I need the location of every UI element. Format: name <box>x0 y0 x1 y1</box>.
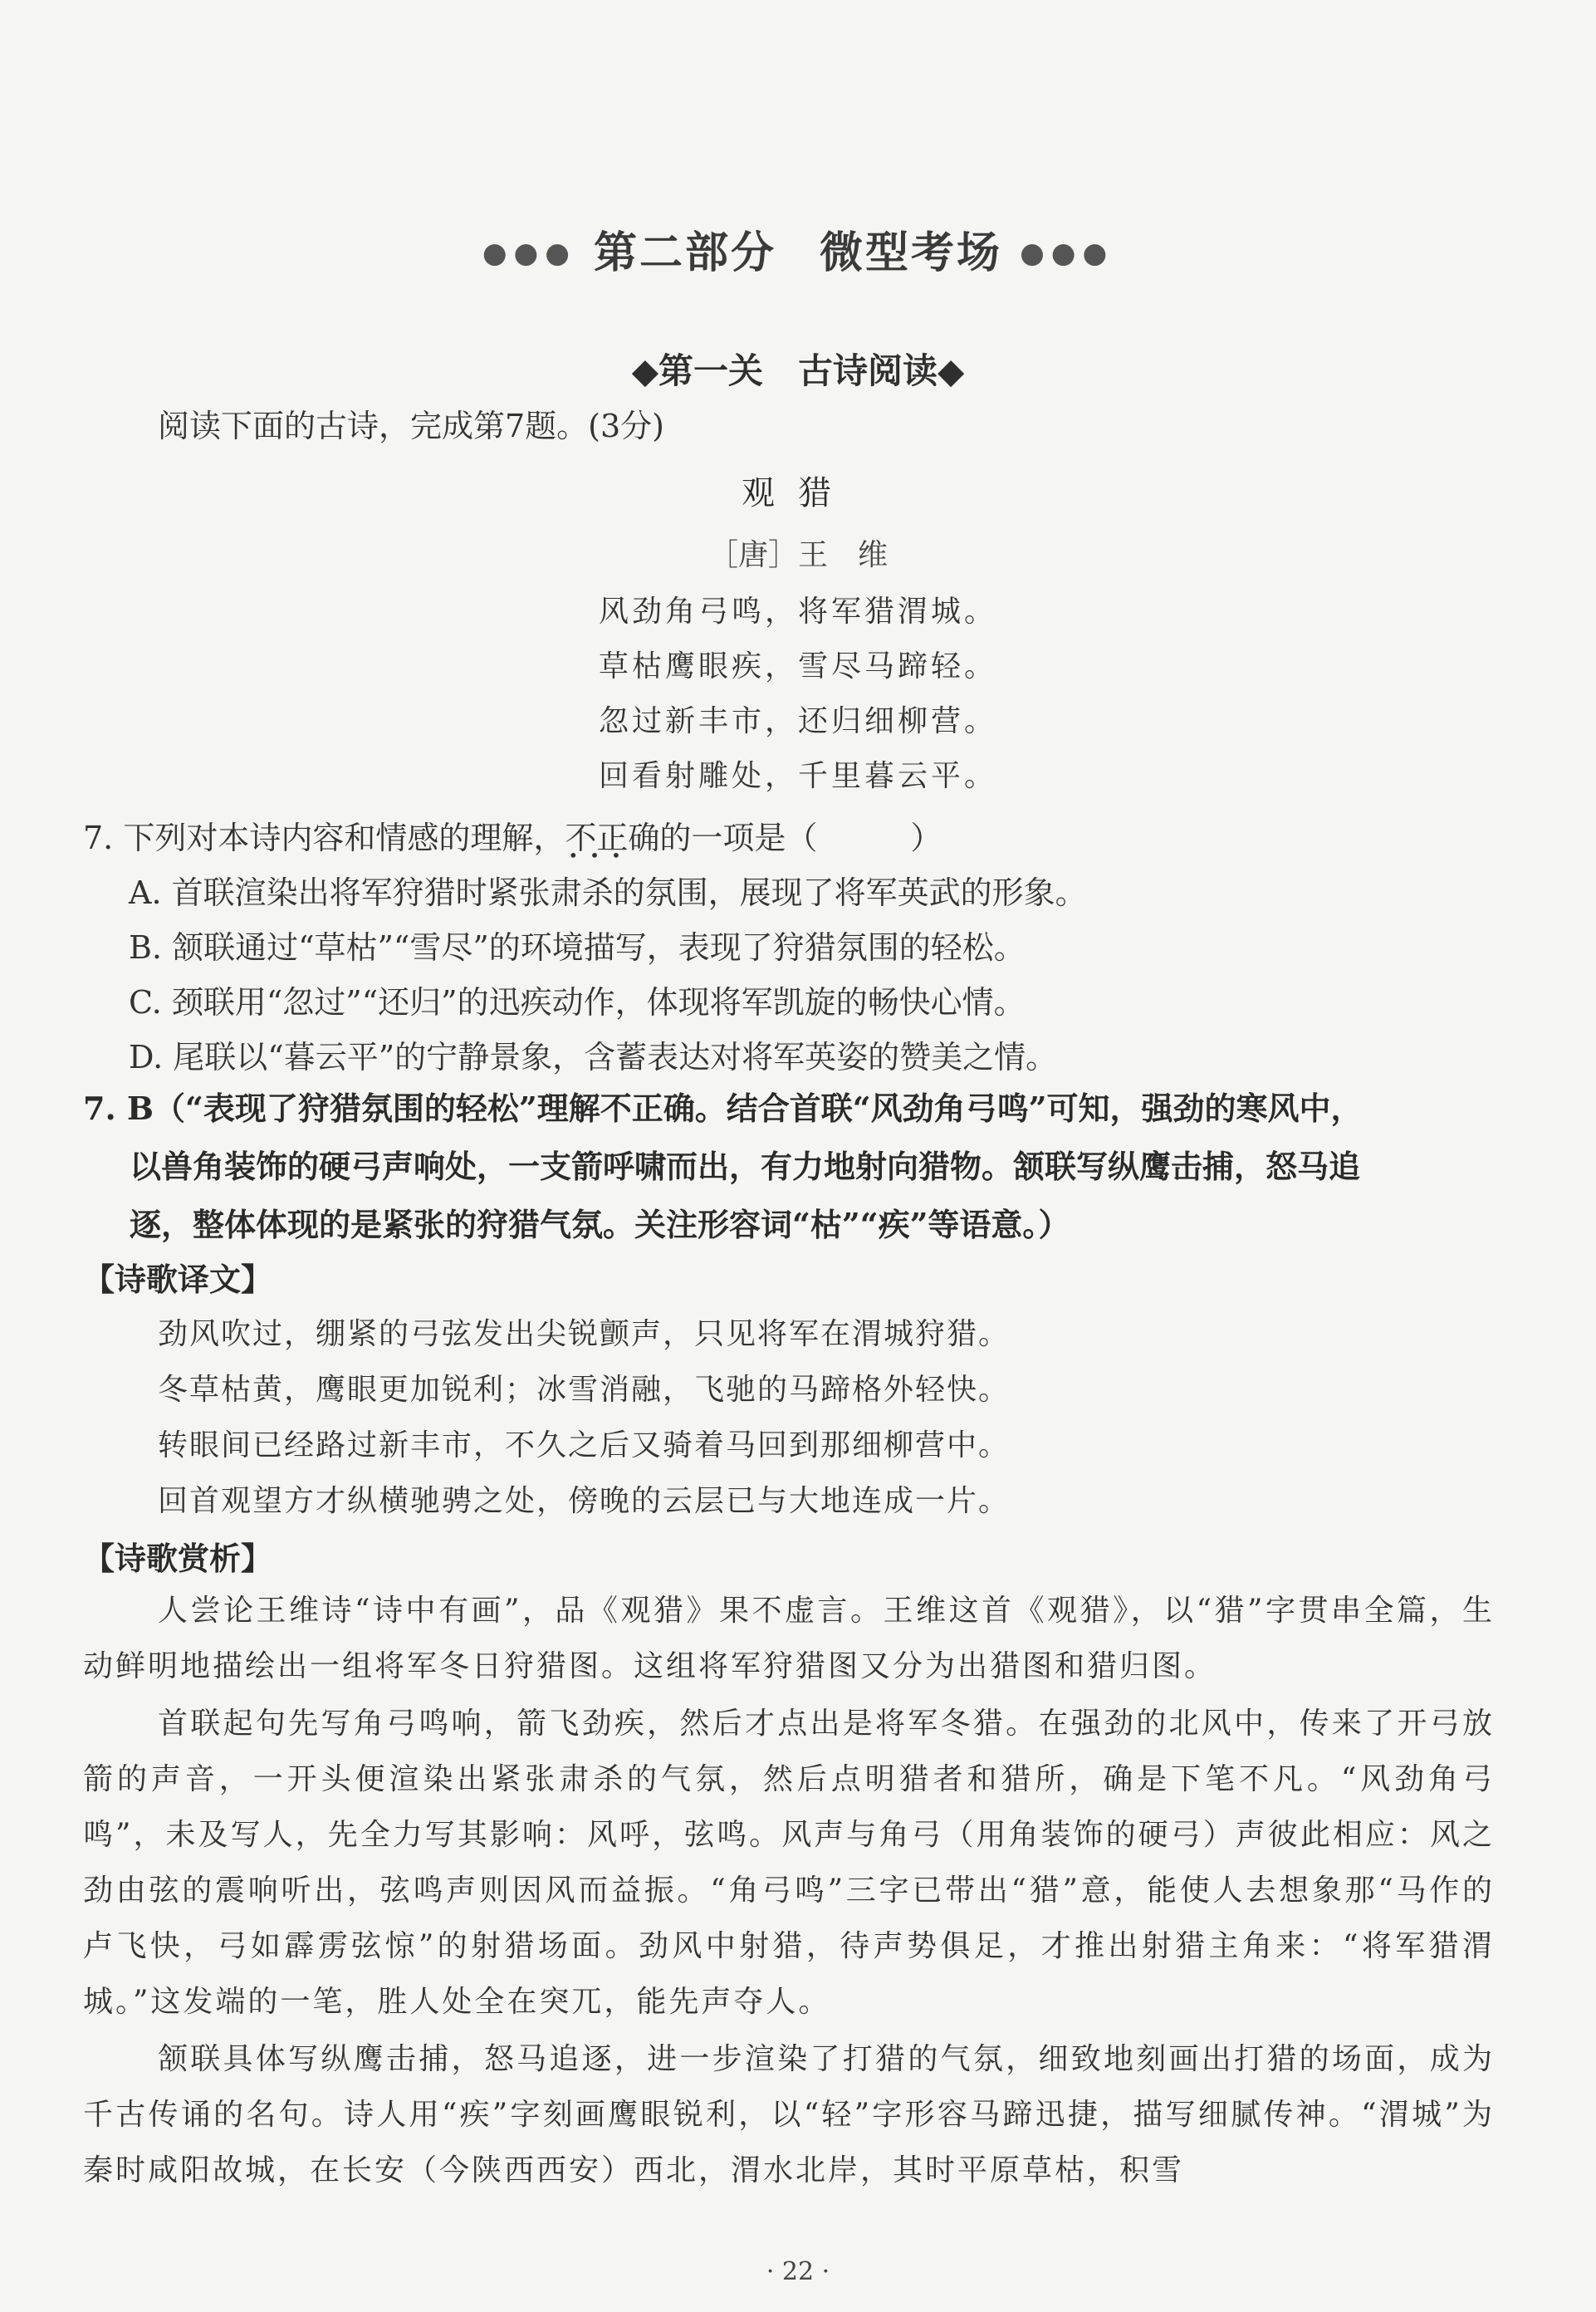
answer-line: 逐，整体体现的是紧张的狩猎气氛。关注形容词“枯”“疾”等语意。） <box>130 1206 1070 1243</box>
section-title: ◆第一关 古诗阅读◆ <box>631 350 965 391</box>
option-c: C. 颈联用“忽过”“还归”的迅疾动作，体现将军凯旋的畅快心情。 <box>129 984 1026 1021</box>
part-dots-right: ●●● <box>1020 237 1114 270</box>
answer-explanation <box>83 1080 1495 1254</box>
question-stem-text: 7. 下列对本诗内容和情感的理解， <box>83 820 565 856</box>
appreciation-paragraph: 首联起句先写角弓鸣响，箭飞劲疾，然后才点出是将军冬猎。在强劲的北风中，传来了开弓放箭的声音，一开头便渲染出紧张肃杀的气氛，然后点明猎者和猎所，确是下笔不凡。“风劲角弓鸣”，未及写人，先全力写其影响：风呼，弦鸣。风声与角弓（用角装饰的硬弓）声彼此相应：风之劲由弦的震响听出，弦鸣声则因风而益振。“角弓鸣”三字已带出“猎”意，能使人去想象那“马作的卢飞快，弓如霹雳弦惊”的射猎场面。劲风中射猎，待声势俱足，才推出射猎主角来：“将军猎渭城。”这发端的一笔，胜人处全在突兀，能先声夺人。 <box>83 1707 1495 2019</box>
translation-line: 冬草枯黄，鹰眼更加锐利；冰雪消融，飞驰的马蹄格外轻快。 <box>158 1373 1011 1407</box>
option-d: D. 尾联以“暮云平”的宁静景象，含蓄表达对将军英姿的赞美之情。 <box>129 1039 1058 1075</box>
appreciation-heading: 【诗歌赏析】 <box>83 1540 273 1577</box>
part-dots-left: ●●● <box>482 237 576 270</box>
part-label: 第二部分 <box>593 228 776 278</box>
question-stem <box>83 812 942 858</box>
poem-title: 观猎 <box>742 474 854 512</box>
part-name: 微型考场 <box>820 228 1003 278</box>
question-stem-close: ） <box>910 820 942 856</box>
emphasized-word: 不正确 ••• <box>565 812 659 858</box>
poem-line: 草枯鹰眼疾，雪尽马蹄轻。 <box>598 649 997 683</box>
option-b: B. 颔联通过“草枯”“雪尽”的环境描写，表现了狩猎氛围的轻松。 <box>129 929 1026 966</box>
translation-line: 回首观望方才纵横驰骋之处，傍晚的云层已与大地连成一片。 <box>158 1484 1011 1518</box>
translation-line: 转眼间已经路过新丰市，不久之后又骑着马回到那细柳营中。 <box>158 1428 1011 1462</box>
part-title <box>0 218 1596 280</box>
poem-author: ［唐］王 维 <box>707 538 888 572</box>
appreciation-paragraph: 人尝论王维诗“诗中有画”，品《观猎》果不虚言。王维这首《观猎》，以“猎”字贯串全篇，生动鲜明地描绘出一组将军冬日狩猎图。这组将军狩猎图又分为出猎图和猎归图。 <box>83 1594 1495 1683</box>
poem-line: 风劲角弓鸣，将军猎渭城。 <box>598 595 997 629</box>
translation-heading: 【诗歌译文】 <box>83 1261 273 1298</box>
question-stem-text-after: 的一项是（ <box>659 820 818 856</box>
answer-line: 7. B（“表现了狩猎氛围的轻松”理解不正确。结合首联“风劲角弓鸣”可知，强劲的寒风中， <box>83 1090 1363 1127</box>
translation-line: 劲风吹过，绷紧的弓弦发出尖锐颤声，只见将军在渭城狩猎。 <box>158 1317 1011 1351</box>
instruction: 阅读下面的古诗，完成第7题。(3分) <box>158 408 665 444</box>
poem-line: 忽过新丰市，还归细柳营。 <box>598 704 997 738</box>
poem-line: 回看射雕处，千里暮云平。 <box>598 759 997 793</box>
page-number: · 22 · <box>766 2257 830 2286</box>
option-a: A. 首联渲染出将军狩猎时紧张肃杀的氛围，展现了将军英武的形象。 <box>129 874 1087 911</box>
answer-line: 以兽角装饰的硬弓声响处，一支箭呼啸而出，有力地射向猎物。颔联写纵鹰击捕，怒马追 <box>130 1148 1361 1185</box>
appreciation-paragraph: 颔联具体写纵鹰击捕，怒马追逐，进一步渲染了打猎的气氛，细致地刻画出打猎的场面，成为千古传诵的名句。诗人用“疾”字刻画鹰眼锐利，以“轻”字形容马蹄迅捷，描写细腻传神。“渭城”为秦时咸阳故城，在长安（今陕西西安）西北，渭水北岸，其时平原草枯，积雪 <box>83 2042 1495 2187</box>
